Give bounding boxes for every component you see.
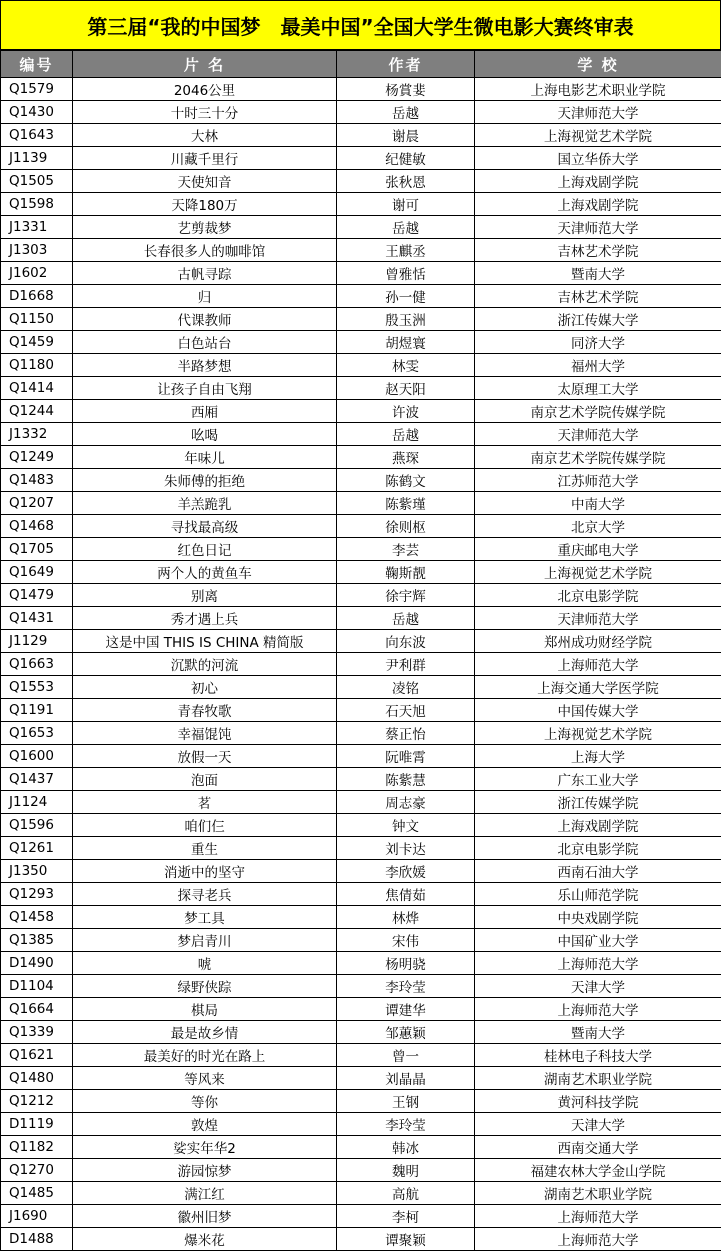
- cell-author: 殷玉洲: [337, 308, 475, 331]
- table-row: [1, 791, 721, 814]
- cell-id: Q1458: [1, 906, 73, 929]
- table-row: [1, 262, 721, 285]
- table-row: [1, 377, 721, 400]
- cell-title: 敦煌: [73, 1113, 337, 1136]
- cell-title: 归: [73, 285, 337, 308]
- cell-author: 焦倩茹: [337, 883, 475, 906]
- table-row: [1, 285, 721, 308]
- cell-author: 刘晶晶: [337, 1067, 475, 1090]
- cell-author: 徐宇辉: [337, 584, 475, 607]
- cell-title: 白色站台: [73, 331, 337, 354]
- table-row: [1, 630, 721, 653]
- cell-school: 桂林电子科技大学: [475, 1044, 721, 1067]
- cell-title: 羊羔跪乳: [73, 492, 337, 515]
- cell-title: 别离: [73, 584, 337, 607]
- cell-title: 最是故乡情: [73, 1021, 337, 1044]
- table-row: [1, 722, 721, 745]
- cell-author: 阮唯霄: [337, 745, 475, 768]
- table-row: [1, 170, 721, 193]
- table-row: [1, 1067, 721, 1090]
- table-row: [1, 1090, 721, 1113]
- cell-id: Q1430: [1, 101, 73, 124]
- table-row: [1, 837, 721, 860]
- cell-title: 爆米花: [73, 1228, 337, 1251]
- cell-id: D1119: [1, 1113, 73, 1136]
- cell-title: 等风来: [73, 1067, 337, 1090]
- cell-id: Q1212: [1, 1090, 73, 1113]
- cell-author: 孙一健: [337, 285, 475, 308]
- cell-school: 上海大学: [475, 745, 721, 768]
- cell-school: 上海师范大学: [475, 653, 721, 676]
- cell-author: 岳越: [337, 607, 475, 630]
- cell-title: 长春很多人的咖啡馆: [73, 239, 337, 262]
- cell-title: 川藏千里行: [73, 147, 337, 170]
- cell-author: 林烨: [337, 906, 475, 929]
- cell-author: 张秋恩: [337, 170, 475, 193]
- cell-author: 尹利群: [337, 653, 475, 676]
- cell-id: Q1468: [1, 515, 73, 538]
- table-row: [1, 1044, 721, 1067]
- table-row: [1, 423, 721, 446]
- cell-title: 艺剪裁梦: [73, 216, 337, 239]
- cell-author: 钟文: [337, 814, 475, 837]
- cell-school: 天津大学: [475, 1113, 721, 1136]
- cell-author: 曾一: [337, 1044, 475, 1067]
- cell-school: 上海戏剧学院: [475, 193, 721, 216]
- cell-id: Q1249: [1, 446, 73, 469]
- header-row: [1, 51, 721, 78]
- cell-title: 棋局: [73, 998, 337, 1021]
- cell-title: 青春牧歌: [73, 699, 337, 722]
- cell-author: 胡煜寰: [337, 331, 475, 354]
- cell-school: 南京艺术学院传媒学院: [475, 400, 721, 423]
- cell-title: 天降180万: [73, 193, 337, 216]
- cell-id: D1668: [1, 285, 73, 308]
- cell-school: 中央戏剧学院: [475, 906, 721, 929]
- cell-title: 幸福馄饨: [73, 722, 337, 745]
- table-row: [1, 492, 721, 515]
- table-row: [1, 607, 721, 630]
- cell-school: 中南大学: [475, 492, 721, 515]
- cell-school: 重庆邮电大学: [475, 538, 721, 561]
- cell-school: 吉林艺术学院: [475, 239, 721, 262]
- cell-author: 林雯: [337, 354, 475, 377]
- cell-id: Q1270: [1, 1159, 73, 1182]
- table-row: [1, 1182, 721, 1205]
- table-row: [1, 814, 721, 837]
- cell-title: 梦启青川: [73, 929, 337, 952]
- cell-title: 探寻老兵: [73, 883, 337, 906]
- cell-title: 半路梦想: [73, 354, 337, 377]
- table-row: [1, 78, 721, 101]
- cell-id: Q1182: [1, 1136, 73, 1159]
- cell-id: Q1598: [1, 193, 73, 216]
- cell-author: 石天旭: [337, 699, 475, 722]
- cell-school: 上海戏剧学院: [475, 170, 721, 193]
- cell-author: 杨賞婓: [337, 78, 475, 101]
- cell-author: 邹蕙颖: [337, 1021, 475, 1044]
- table-row: [1, 929, 721, 952]
- cell-id: J1139: [1, 147, 73, 170]
- cell-author: 纪健敏: [337, 147, 475, 170]
- table-row: [1, 998, 721, 1021]
- cell-school: 北京电影学院: [475, 584, 721, 607]
- table-row: [1, 676, 721, 699]
- cell-school: 郑州成功财经学院: [475, 630, 721, 653]
- results-table: [0, 50, 721, 1251]
- cell-school: 上海视觉艺术学院: [475, 561, 721, 584]
- cell-school: 黄河科技学院: [475, 1090, 721, 1113]
- cell-school: 暨南大学: [475, 1021, 721, 1044]
- cell-author: 岳越: [337, 423, 475, 446]
- cell-id: Q1385: [1, 929, 73, 952]
- table-row: [1, 193, 721, 216]
- cell-id: Q1414: [1, 377, 73, 400]
- table-row: [1, 1159, 721, 1182]
- cell-id: Q1663: [1, 653, 73, 676]
- cell-id: J1303: [1, 239, 73, 262]
- cell-title: 吆喝: [73, 423, 337, 446]
- cell-id: Q1459: [1, 331, 73, 354]
- table-row: [1, 538, 721, 561]
- header-author: 作者: [337, 51, 475, 78]
- cell-id: Q1485: [1, 1182, 73, 1205]
- cell-id: Q1437: [1, 768, 73, 791]
- cell-id: J1331: [1, 216, 73, 239]
- cell-id: Q1649: [1, 561, 73, 584]
- cell-author: 岳越: [337, 216, 475, 239]
- cell-title: 咱们仨: [73, 814, 337, 837]
- cell-school: 上海师范大学: [475, 1228, 721, 1251]
- table-row: [1, 216, 721, 239]
- cell-school: 中国传媒大学: [475, 699, 721, 722]
- cell-school: 同济大学: [475, 331, 721, 354]
- cell-title: 寻找最高级: [73, 515, 337, 538]
- cell-id: Q1261: [1, 837, 73, 860]
- cell-school: 吉林艺术学院: [475, 285, 721, 308]
- cell-id: Q1705: [1, 538, 73, 561]
- cell-id: Q1653: [1, 722, 73, 745]
- cell-school: 北京大学: [475, 515, 721, 538]
- cell-title: 大林: [73, 124, 337, 147]
- cell-id: J1332: [1, 423, 73, 446]
- cell-id: Q1191: [1, 699, 73, 722]
- cell-author: 王钢: [337, 1090, 475, 1113]
- cell-title: 古帆寻踪: [73, 262, 337, 285]
- table-row: [1, 1136, 721, 1159]
- cell-school: 福建农林大学金山学院: [475, 1159, 721, 1182]
- cell-school: 广东工业大学: [475, 768, 721, 791]
- cell-author: 刘卡达: [337, 837, 475, 860]
- table-row: [1, 515, 721, 538]
- cell-school: 北京电影学院: [475, 837, 721, 860]
- cell-author: 凌铭: [337, 676, 475, 699]
- cell-school: 上海师范大学: [475, 1205, 721, 1228]
- table-row: [1, 906, 721, 929]
- cell-school: 暨南大学: [475, 262, 721, 285]
- cell-author: 杨明骁: [337, 952, 475, 975]
- cell-id: J1602: [1, 262, 73, 285]
- cell-title: 年味儿: [73, 446, 337, 469]
- cell-title: 朱师傅的拒绝: [73, 469, 337, 492]
- table-row: [1, 400, 721, 423]
- cell-school: 上海视觉艺术学院: [475, 124, 721, 147]
- cell-id: Q1150: [1, 308, 73, 331]
- cell-title: 等你: [73, 1090, 337, 1113]
- cell-id: Q1664: [1, 998, 73, 1021]
- cell-school: 福州大学: [475, 354, 721, 377]
- cell-id: Q1480: [1, 1067, 73, 1090]
- cell-title: 游园惊梦: [73, 1159, 337, 1182]
- cell-title: 天使知音: [73, 170, 337, 193]
- table-row: [1, 860, 721, 883]
- cell-school: 天津师范大学: [475, 216, 721, 239]
- cell-title: 泡面: [73, 768, 337, 791]
- cell-author: 李柯: [337, 1205, 475, 1228]
- cell-school: 浙江传媒大学: [475, 308, 721, 331]
- cell-id: Q1621: [1, 1044, 73, 1067]
- cell-author: 魏明: [337, 1159, 475, 1182]
- cell-author: 高航: [337, 1182, 475, 1205]
- cell-id: D1104: [1, 975, 73, 998]
- table-row: [1, 1228, 721, 1251]
- cell-title: 秀才遇上兵: [73, 607, 337, 630]
- table-row: [1, 239, 721, 262]
- table-row: [1, 1021, 721, 1044]
- cell-title: 2046公里: [73, 78, 337, 101]
- cell-author: 周志豪: [337, 791, 475, 814]
- header-title: 片 名: [73, 51, 337, 78]
- table-row: [1, 561, 721, 584]
- cell-title: 代课教师: [73, 308, 337, 331]
- cell-author: 鞠斯靓: [337, 561, 475, 584]
- table-row: [1, 1205, 721, 1228]
- table-row: [1, 331, 721, 354]
- cell-title: 梦工具: [73, 906, 337, 929]
- cell-school: 天津大学: [475, 975, 721, 998]
- cell-id: Q1553: [1, 676, 73, 699]
- cell-author: 徐则枢: [337, 515, 475, 538]
- cell-school: 西南交通大学: [475, 1136, 721, 1159]
- cell-title: 沉默的河流: [73, 653, 337, 676]
- cell-school: 上海戏剧学院: [475, 814, 721, 837]
- table-row: [1, 147, 721, 170]
- cell-id: D1488: [1, 1228, 73, 1251]
- cell-title: 消逝中的坚守: [73, 860, 337, 883]
- cell-title: 徽州旧梦: [73, 1205, 337, 1228]
- cell-school: 浙江传媒学院: [475, 791, 721, 814]
- cell-school: 太原理工大学: [475, 377, 721, 400]
- cell-school: 湖南艺术职业学院: [475, 1182, 721, 1205]
- cell-author: 谢晨: [337, 124, 475, 147]
- cell-title: 满江红: [73, 1182, 337, 1205]
- table-row: [1, 883, 721, 906]
- cell-id: J1124: [1, 791, 73, 814]
- cell-author: 李芸: [337, 538, 475, 561]
- header-school: 学 校: [475, 51, 721, 78]
- cell-school: 南京艺术学院传媒学院: [475, 446, 721, 469]
- cell-id: Q1180: [1, 354, 73, 377]
- cell-id: Q1643: [1, 124, 73, 147]
- cell-author: 赵天阳: [337, 377, 475, 400]
- cell-id: D1490: [1, 952, 73, 975]
- cell-id: Q1207: [1, 492, 73, 515]
- cell-school: 上海视觉艺术学院: [475, 722, 721, 745]
- cell-title: 西厢: [73, 400, 337, 423]
- cell-author: 李欣媛: [337, 860, 475, 883]
- table-row: [1, 975, 721, 998]
- cell-school: 西南石油大学: [475, 860, 721, 883]
- cell-school: 上海师范大学: [475, 998, 721, 1021]
- table-row: [1, 768, 721, 791]
- cell-id: Q1600: [1, 745, 73, 768]
- cell-author: 陈紫瑾: [337, 492, 475, 515]
- cell-id: J1129: [1, 630, 73, 653]
- cell-title: 让孩子自由飞翔: [73, 377, 337, 400]
- cell-school: 天津师范大学: [475, 101, 721, 124]
- cell-id: Q1431: [1, 607, 73, 630]
- cell-author: 燕琛: [337, 446, 475, 469]
- table-row: [1, 124, 721, 147]
- cell-author: 谭聚颖: [337, 1228, 475, 1251]
- sheet-title: 第三届“我的中国梦 最美中国”全国大学生微电影大赛终审表: [0, 0, 721, 50]
- cell-id: Q1293: [1, 883, 73, 906]
- cell-author: 王麒丞: [337, 239, 475, 262]
- table-row: [1, 446, 721, 469]
- cell-author: 宋伟: [337, 929, 475, 952]
- cell-author: 韩冰: [337, 1136, 475, 1159]
- cell-school: 国立华侨大学: [475, 147, 721, 170]
- cell-id: Q1244: [1, 400, 73, 423]
- cell-title: 初心: [73, 676, 337, 699]
- cell-title: 娑实年华2: [73, 1136, 337, 1159]
- cell-title: 唬: [73, 952, 337, 975]
- table-row: [1, 745, 721, 768]
- cell-title: 最美好的时光在路上: [73, 1044, 337, 1067]
- cell-author: 蔡正怡: [337, 722, 475, 745]
- cell-author: 谢可: [337, 193, 475, 216]
- cell-school: 上海师范大学: [475, 952, 721, 975]
- table-row: [1, 653, 721, 676]
- cell-author: 曾雅恬: [337, 262, 475, 285]
- cell-author: 岳越: [337, 101, 475, 124]
- cell-title: 十时三十分: [73, 101, 337, 124]
- cell-title: 两个人的黄鱼车: [73, 561, 337, 584]
- cell-title: 红色日记: [73, 538, 337, 561]
- cell-author: 陈鹤文: [337, 469, 475, 492]
- table-row: [1, 1113, 721, 1136]
- cell-school: 天津师范大学: [475, 423, 721, 446]
- cell-id: Q1505: [1, 170, 73, 193]
- cell-title: 绿野侠踪: [73, 975, 337, 998]
- cell-author: 许波: [337, 400, 475, 423]
- cell-school: 上海交通大学医学院: [475, 676, 721, 699]
- cell-id: Q1483: [1, 469, 73, 492]
- table-row: [1, 308, 721, 331]
- table-row: [1, 354, 721, 377]
- cell-title: 放假一天: [73, 745, 337, 768]
- cell-author: 陈紫慧: [337, 768, 475, 791]
- cell-title: 这是中国 THIS IS CHINA 精简版: [73, 630, 337, 653]
- cell-author: 谭建华: [337, 998, 475, 1021]
- cell-author: 李玲莹: [337, 975, 475, 998]
- cell-school: 上海电影艺术职业学院: [475, 78, 721, 101]
- table-row: [1, 101, 721, 124]
- table-row: [1, 584, 721, 607]
- cell-id: Q1339: [1, 1021, 73, 1044]
- cell-id: Q1479: [1, 584, 73, 607]
- table-row: [1, 952, 721, 975]
- cell-title: 重生: [73, 837, 337, 860]
- cell-author: 李玲莹: [337, 1113, 475, 1136]
- cell-school: 江苏师范大学: [475, 469, 721, 492]
- header-id: 编号: [1, 51, 73, 78]
- cell-id: Q1596: [1, 814, 73, 837]
- cell-id: Q1579: [1, 78, 73, 101]
- table-row: [1, 469, 721, 492]
- cell-title: 茗: [73, 791, 337, 814]
- cell-school: 湖南艺术职业学院: [475, 1067, 721, 1090]
- cell-school: 中国矿业大学: [475, 929, 721, 952]
- cell-id: J1350: [1, 860, 73, 883]
- cell-school: 天津师范大学: [475, 607, 721, 630]
- cell-author: 向东波: [337, 630, 475, 653]
- cell-id: J1690: [1, 1205, 73, 1228]
- table-row: [1, 699, 721, 722]
- cell-school: 乐山师范学院: [475, 883, 721, 906]
